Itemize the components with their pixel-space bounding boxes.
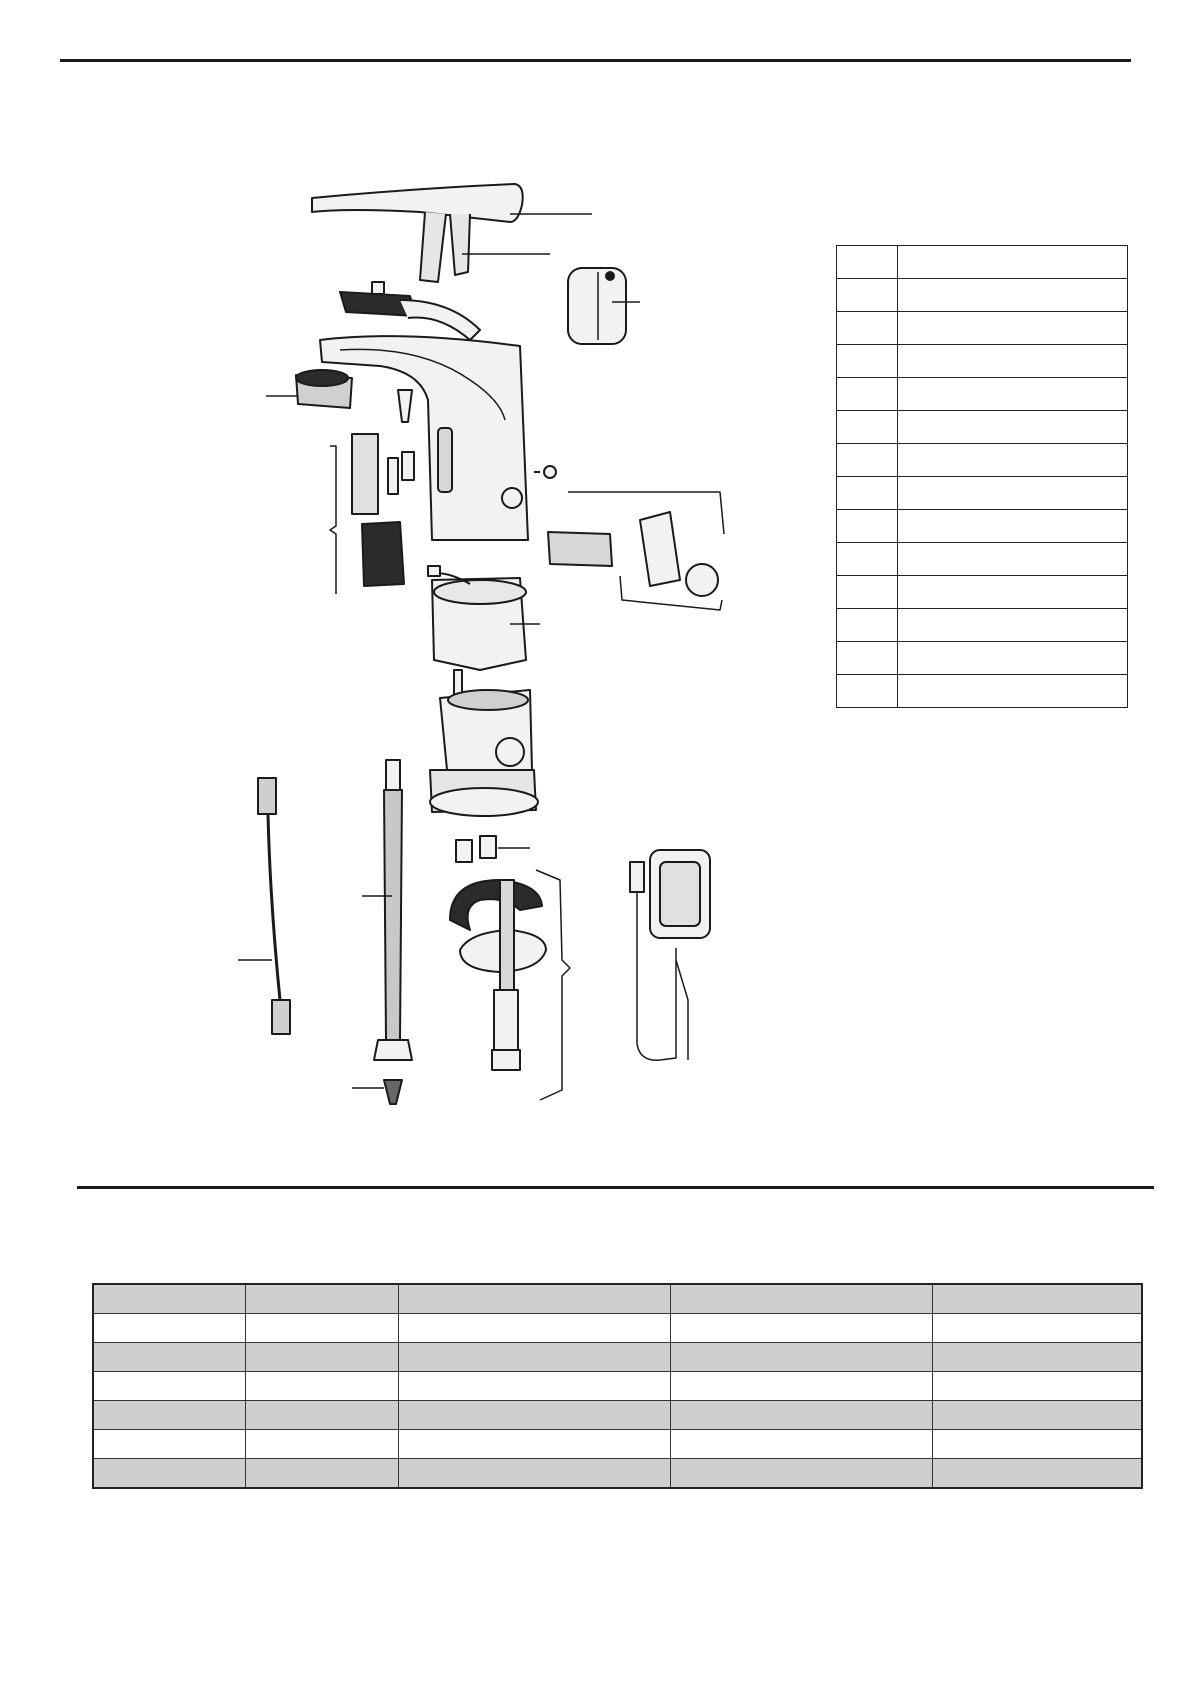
parts-row [837, 312, 1128, 345]
parts-row [837, 477, 1128, 510]
part-number [837, 444, 898, 477]
spec-cell [932, 1314, 1142, 1343]
spec-cell [398, 1314, 670, 1343]
spec-cell [93, 1343, 245, 1372]
part-description [898, 642, 1128, 675]
part-number [837, 312, 898, 345]
spec-cell [398, 1284, 670, 1314]
mounting-hardware [450, 870, 570, 1100]
part-description [898, 576, 1128, 609]
small-screw [534, 466, 556, 478]
spec-cell [670, 1314, 932, 1343]
spec-cell [245, 1314, 398, 1343]
spec-cell [398, 1401, 670, 1430]
spec-cell [93, 1284, 245, 1314]
spec-cell [93, 1372, 245, 1401]
parts-list-table [836, 245, 1128, 708]
part-number [837, 246, 898, 279]
part-number [837, 378, 898, 411]
part-description [898, 312, 1128, 345]
extension-cable [258, 778, 290, 1034]
part-description [898, 378, 1128, 411]
part-number [837, 543, 898, 576]
part-description [898, 246, 1128, 279]
spec-cell [932, 1459, 1142, 1489]
part-number [837, 411, 898, 444]
part-description [898, 279, 1128, 312]
spec-cell [670, 1459, 932, 1489]
spec-cell [932, 1401, 1142, 1430]
part-description [898, 345, 1128, 378]
spec-cell [245, 1343, 398, 1372]
temperature-cartridge [548, 492, 724, 610]
parts-row [837, 543, 1128, 576]
spec-cell [932, 1372, 1142, 1401]
parts-row [837, 279, 1128, 312]
solenoid-valve [428, 566, 526, 670]
spec-cell [670, 1343, 932, 1372]
spec-cell [93, 1430, 245, 1459]
parts-row [837, 246, 1128, 279]
specification-table [92, 1283, 1143, 1489]
spec-header-row [93, 1284, 1142, 1314]
parts-row [837, 444, 1128, 477]
part-description [898, 609, 1128, 642]
spec-cell [398, 1459, 670, 1489]
spec-cell [670, 1430, 932, 1459]
parts-row [837, 675, 1128, 708]
part-number [837, 279, 898, 312]
part-description [898, 510, 1128, 543]
spec-cell [93, 1314, 245, 1343]
power-adapter [630, 850, 710, 1060]
part-number [837, 609, 898, 642]
spec-row [93, 1430, 1142, 1459]
part-number [837, 642, 898, 675]
part-number [837, 510, 898, 543]
parts-row [837, 576, 1128, 609]
flexible-hose [374, 760, 412, 1060]
parts-row [837, 411, 1128, 444]
spec-cell [932, 1284, 1142, 1314]
mixing-valve-body [430, 670, 538, 816]
spec-row [93, 1459, 1142, 1489]
section-divider-rule [77, 1186, 1154, 1189]
spec-row [93, 1401, 1142, 1430]
inlet-fittings [456, 836, 496, 862]
part-number [837, 675, 898, 708]
parts-row [837, 642, 1128, 675]
spec-row [93, 1372, 1142, 1401]
aerator [296, 370, 352, 408]
spec-cell [245, 1459, 398, 1489]
spec-cell [398, 1430, 670, 1459]
sensor-cable-top [340, 282, 480, 340]
spec-cell [245, 1401, 398, 1430]
spec-cell [93, 1401, 245, 1430]
part-description [898, 543, 1128, 576]
spec-cell [932, 1430, 1142, 1459]
part-description [898, 444, 1128, 477]
parts-row [837, 378, 1128, 411]
parts-row [837, 510, 1128, 543]
spec-cell [398, 1343, 670, 1372]
spec-cell [670, 1401, 932, 1430]
part-number [837, 477, 898, 510]
parts-row [837, 345, 1128, 378]
spec-cell [398, 1372, 670, 1401]
part-description [898, 411, 1128, 444]
spec-cell [93, 1459, 245, 1489]
spec-cell [670, 1284, 932, 1314]
battery-pack [568, 268, 626, 344]
part-description [898, 675, 1128, 708]
spec-cell [670, 1372, 932, 1401]
strainer [384, 1080, 402, 1104]
spec-cell [245, 1284, 398, 1314]
parts-row [837, 609, 1128, 642]
set-screw [398, 390, 412, 422]
spec-cell [245, 1372, 398, 1401]
part-description [898, 477, 1128, 510]
part-number [837, 345, 898, 378]
sensor-assembly [330, 434, 414, 594]
spec-row [93, 1343, 1142, 1372]
part-number [837, 576, 898, 609]
spec-row [93, 1314, 1142, 1343]
spec-cell [932, 1343, 1142, 1372]
spec-cell [245, 1430, 398, 1459]
lever-handle [312, 184, 523, 282]
